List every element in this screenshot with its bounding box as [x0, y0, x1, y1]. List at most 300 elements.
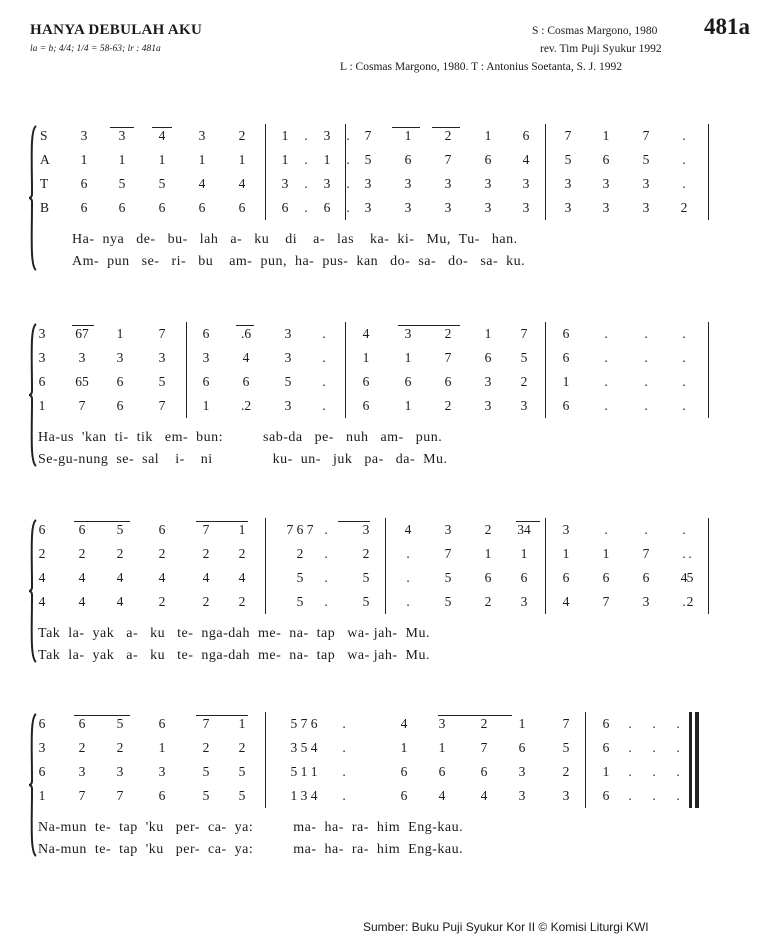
note: 2 — [484, 594, 492, 609]
note: 3 — [158, 350, 166, 365]
note: 6 — [158, 522, 166, 537]
note: 2 — [444, 128, 452, 143]
note: 7 — [564, 128, 572, 143]
note: 4 — [238, 570, 246, 585]
voice-label: B — [40, 200, 50, 215]
beam-line — [398, 325, 460, 326]
note: 3 — [38, 350, 46, 365]
note: . — [406, 570, 410, 585]
note: 5 — [444, 570, 452, 585]
beam-line — [152, 127, 172, 128]
note: 4 — [158, 570, 166, 585]
note: 2 — [444, 398, 452, 413]
note: 3 — [438, 716, 446, 731]
note: 5 — [238, 788, 246, 803]
system-brace — [28, 124, 38, 274]
note: 6 — [78, 716, 86, 731]
note: 6 — [38, 374, 46, 389]
bar-line — [265, 518, 266, 614]
note: . — [682, 350, 686, 365]
note: 3 — [284, 398, 292, 413]
note: 4 — [680, 570, 688, 585]
note: 7 — [364, 128, 372, 143]
note: 4 — [198, 176, 206, 191]
note: 6 — [602, 570, 610, 585]
note: 3 — [520, 398, 528, 413]
note: 1 — [404, 398, 412, 413]
note: 4 — [480, 788, 488, 803]
note: 3 — [602, 200, 610, 215]
note: 3 — [522, 176, 530, 191]
note: 1 — [484, 128, 492, 143]
note: 67 — [75, 326, 89, 341]
note: . — [322, 374, 326, 389]
note: 3 — [78, 350, 86, 365]
system-brace — [28, 322, 38, 470]
note: . — [676, 764, 680, 779]
beam-line — [392, 127, 420, 128]
note: . — [346, 176, 350, 191]
note: 4 — [404, 522, 412, 537]
beam-line — [236, 325, 254, 326]
note: 3 — [518, 764, 526, 779]
note: 6 — [158, 788, 166, 803]
note: 6 — [562, 570, 570, 585]
note: . — [682, 374, 686, 389]
note: 6 — [116, 374, 124, 389]
note: 34 — [517, 522, 531, 537]
note: 3 — [364, 176, 372, 191]
note: 1 — [484, 546, 492, 561]
note: . — [682, 546, 686, 561]
note: 2 — [202, 740, 210, 755]
note: 1 — [202, 398, 210, 413]
note: 6 — [562, 326, 570, 341]
lyric-line-2: Am- pun se- ri- bu am- pun, ha- pus- kan do- sa- do- sa- ku. — [72, 254, 526, 269]
note: . — [346, 128, 350, 143]
note: 1 — [400, 740, 408, 755]
note: . — [304, 152, 308, 167]
note: 6 — [484, 570, 492, 585]
lyric-line-1: Ha-us 'kan ti- tik em- bun: sab-da pe- nuh am- pun. — [38, 430, 443, 445]
note: . — [604, 350, 608, 365]
bar-line — [545, 124, 546, 220]
note: 1 — [520, 546, 528, 561]
note: 2 — [444, 326, 452, 341]
note: 3 — [202, 350, 210, 365]
note: 6 — [202, 326, 210, 341]
note: .2 — [240, 398, 252, 413]
note: . — [628, 740, 632, 755]
note: 2 — [116, 546, 124, 561]
note: . — [682, 594, 686, 609]
note: 5 — [202, 764, 210, 779]
note: 2 — [78, 546, 86, 561]
hymn-number: 481a — [704, 14, 750, 39]
note: 3 — [80, 128, 88, 143]
note: . — [324, 522, 328, 537]
note: 3 — [158, 764, 166, 779]
note: 5 — [520, 350, 528, 365]
note: 6 — [438, 764, 446, 779]
note: . — [304, 176, 308, 191]
note: . — [644, 374, 648, 389]
note: 7 — [116, 788, 124, 803]
note: 6 — [78, 522, 86, 537]
note: 1 — [118, 152, 126, 167]
final-bar-line — [692, 712, 699, 808]
note: . — [682, 176, 686, 191]
note: 7 — [642, 546, 650, 561]
note: 4 — [242, 350, 250, 365]
note: 6 — [158, 200, 166, 215]
note: 4 — [202, 570, 210, 585]
note: 3 — [284, 326, 292, 341]
note: 5 — [158, 176, 166, 191]
note: . — [628, 764, 632, 779]
hymn-title: HANYA DEBULAH AKU — [30, 22, 203, 38]
note: 3 — [562, 522, 570, 537]
end-bar-line — [708, 518, 709, 614]
note: 4 — [400, 716, 408, 731]
note: 3 — [562, 788, 570, 803]
note: . — [688, 546, 692, 561]
beam-line — [432, 127, 460, 128]
note: 1 — [323, 152, 331, 167]
note: 1 — [518, 716, 526, 731]
lyric-line-2: Na-mun te- tap 'ku per- ca- ya: ma- ha- ra- him Eng-kau. — [38, 842, 464, 857]
note: 6 — [518, 740, 526, 755]
bar-line — [186, 322, 187, 418]
note: 3 — [118, 128, 126, 143]
note: 1 — [362, 350, 370, 365]
note: 3 — [281, 176, 289, 191]
note: 7 — [444, 546, 452, 561]
note: 4 — [562, 594, 570, 609]
bar-line — [545, 322, 546, 418]
voice-label: T — [40, 176, 49, 191]
note: 1 — [438, 740, 446, 755]
note: 1 — [238, 522, 246, 537]
bar-line — [265, 124, 266, 220]
note: 3 — [602, 176, 610, 191]
note: 3 — [323, 128, 331, 143]
bar-line — [545, 518, 546, 614]
note: 3 5 4 — [290, 740, 318, 755]
note: 3 — [444, 522, 452, 537]
note: 6 — [400, 788, 408, 803]
note: 7 — [158, 398, 166, 413]
note: 1 — [158, 740, 166, 755]
beam-line — [74, 521, 130, 522]
note: 5 — [362, 570, 370, 585]
note: . — [342, 740, 346, 755]
note: 5 — [564, 152, 572, 167]
note: 3 — [522, 200, 530, 215]
beam-line — [74, 715, 130, 716]
note: 2 — [520, 374, 528, 389]
note: 3 — [642, 176, 650, 191]
note: 5 — [364, 152, 372, 167]
note: 2 — [480, 716, 488, 731]
note: 1 — [484, 326, 492, 341]
note: 7 — [642, 128, 650, 143]
note: . — [604, 522, 608, 537]
note: 2 — [116, 740, 124, 755]
note: 1 — [281, 128, 289, 143]
note: . — [682, 152, 686, 167]
note: . — [604, 398, 608, 413]
lyric-line-2: Se-gu-nung se- sal i- ni ku- un- juk pa- da- Mu. — [38, 452, 448, 467]
note: . — [324, 594, 328, 609]
note: . — [406, 546, 410, 561]
note: . — [324, 546, 328, 561]
note: . — [342, 716, 346, 731]
note: 7 — [480, 740, 488, 755]
system-brace — [28, 518, 38, 666]
note: 6 — [404, 152, 412, 167]
note: 1 3 4 — [290, 788, 318, 803]
note: 5 — [116, 522, 124, 537]
note: 2 — [484, 522, 492, 537]
revision-credit: rev. Tim Puji Syukur 1992 — [540, 43, 662, 55]
note: 6 — [198, 200, 206, 215]
note: 2 — [238, 594, 246, 609]
note: 3 — [78, 764, 86, 779]
note: . — [652, 716, 656, 731]
note: . — [644, 326, 648, 341]
note: 7 — [444, 152, 452, 167]
note: 3 — [484, 200, 492, 215]
note: 2 — [680, 200, 688, 215]
note: . — [604, 326, 608, 341]
note: 6 — [362, 374, 370, 389]
note: 7 — [78, 788, 86, 803]
note: 3 — [642, 200, 650, 215]
note: 7 — [78, 398, 86, 413]
note: . — [628, 788, 632, 803]
note: 6 — [602, 788, 610, 803]
note: 5 — [444, 594, 452, 609]
note: 4 — [238, 176, 246, 191]
note: 4 — [438, 788, 446, 803]
note: 2 — [238, 546, 246, 561]
note: . — [676, 788, 680, 803]
note: 3 — [116, 350, 124, 365]
note: 5 — [238, 764, 246, 779]
note: 65 — [75, 374, 89, 389]
note: 6 — [400, 764, 408, 779]
note: 6 — [80, 176, 88, 191]
note: 5 — [116, 716, 124, 731]
note: 2 — [296, 546, 304, 561]
lyric-line-1: Ha- nya de- bu- lah a- ku di a- las ka- ki- Mu, Tu- han. — [72, 232, 518, 247]
note: 4 — [38, 594, 46, 609]
note: . — [676, 740, 680, 755]
note: .6 — [240, 326, 252, 341]
note: 5 — [562, 740, 570, 755]
note: 6 — [404, 374, 412, 389]
note: 5 — [642, 152, 650, 167]
note: 1 — [404, 350, 412, 365]
bar-line — [585, 712, 586, 808]
note: 3 — [518, 788, 526, 803]
note: 6 — [480, 764, 488, 779]
note: 6 — [323, 200, 331, 215]
note: 7 — [520, 326, 528, 341]
beam-line — [196, 521, 248, 522]
lyrics-credit: L : Cosmas Margono, 1980. T : Antonius Soetanta, S. J. 1992 — [340, 61, 622, 73]
note: 6 — [202, 374, 210, 389]
note: 6 — [642, 570, 650, 585]
note: . — [406, 594, 410, 609]
note: . — [676, 716, 680, 731]
note: 3 — [484, 374, 492, 389]
note: 6 — [522, 128, 530, 143]
note: 4 — [116, 570, 124, 585]
note: 3 — [444, 176, 452, 191]
lyric-line-2: Tak la- yak a- ku te- nga-dah me- na- tap wa- jah- Mu. — [38, 648, 430, 663]
note: 6 — [38, 764, 46, 779]
note: 3 — [198, 128, 206, 143]
note: 7 — [202, 716, 210, 731]
note: 3 — [520, 594, 528, 609]
note: 1 — [158, 152, 166, 167]
note: . — [322, 350, 326, 365]
lyric-line-1: Tak la- yak a- ku te- nga-dah me- na- tap wa- jah- Mu. — [38, 626, 430, 641]
beam-line — [196, 715, 248, 716]
note: 2 — [38, 546, 46, 561]
note: 6 — [242, 374, 250, 389]
note: 6 — [118, 200, 126, 215]
note: 3 — [404, 326, 412, 341]
beam-line — [516, 521, 540, 522]
note: . — [628, 716, 632, 731]
note: 5 — [296, 594, 304, 609]
note: . — [346, 200, 350, 215]
bar-line — [345, 322, 346, 418]
note: 5 — [118, 176, 126, 191]
voice-label: S — [40, 128, 48, 143]
note: 1 — [38, 398, 46, 413]
note: 6 — [116, 398, 124, 413]
note: 2 — [202, 594, 210, 609]
note: 5 — [158, 374, 166, 389]
note: 6 — [562, 350, 570, 365]
note: 6 — [281, 200, 289, 215]
note: 3 — [642, 594, 650, 609]
note: . — [322, 326, 326, 341]
lyric-line-1: Na-mun te- tap 'ku per- ca- ya: ma- ha- ra- him Eng-kau. — [38, 820, 464, 835]
note: 2 — [202, 546, 210, 561]
note: 2 — [238, 128, 246, 143]
note: 6 — [80, 200, 88, 215]
note: . — [604, 374, 608, 389]
note: 6 — [520, 570, 528, 585]
note: 1 — [602, 546, 610, 561]
note: 1 — [602, 128, 610, 143]
note: . — [682, 128, 686, 143]
note: 5 7 6 — [290, 716, 318, 731]
bar-line — [385, 518, 386, 614]
note: . — [682, 398, 686, 413]
note: 1 — [562, 546, 570, 561]
note: 6 — [602, 152, 610, 167]
note: . — [652, 764, 656, 779]
note: 1 — [116, 326, 124, 341]
note: 3 — [284, 350, 292, 365]
note: 2 — [158, 546, 166, 561]
note: 6 — [38, 716, 46, 731]
note: . — [652, 788, 656, 803]
note: 4 — [362, 326, 370, 341]
note: 1 — [38, 788, 46, 803]
beam-line — [110, 127, 134, 128]
note: 1 — [198, 152, 206, 167]
note: . — [322, 398, 326, 413]
note: 7 — [158, 326, 166, 341]
note: 6 — [562, 398, 570, 413]
beam-line — [72, 325, 94, 326]
note: . — [324, 570, 328, 585]
note: 7 — [444, 350, 452, 365]
note: 3 — [484, 398, 492, 413]
end-bar-line — [708, 322, 709, 418]
note: 7 — [602, 594, 610, 609]
note: 1 — [281, 152, 289, 167]
note: 2 — [686, 594, 694, 609]
source-footer: Sumber: Buku Puji Syukur Kor II © Komisi Liturgi KWI — [363, 920, 649, 934]
beam-line — [338, 521, 370, 522]
note: 1 — [238, 716, 246, 731]
note: 1 — [80, 152, 88, 167]
note: . — [346, 152, 350, 167]
note: 6 — [362, 398, 370, 413]
note: 5 1 1 — [290, 764, 318, 779]
tempo-key-info: la = b; 4/4; 1/4 = 58-63; lr : 481a — [30, 44, 161, 54]
note: 4 — [522, 152, 530, 167]
note: 2 — [562, 764, 570, 779]
note: 2 — [238, 740, 246, 755]
note: . — [644, 522, 648, 537]
note: 3 — [362, 522, 370, 537]
note: . — [644, 350, 648, 365]
note: 5 — [296, 570, 304, 585]
beam-line — [438, 715, 512, 716]
note: 6 — [38, 522, 46, 537]
note: 7 — [202, 522, 210, 537]
note: . — [304, 200, 308, 215]
note: 2 — [78, 740, 86, 755]
note: 3 — [444, 200, 452, 215]
note: . — [304, 128, 308, 143]
note: 3 — [404, 176, 412, 191]
note: 3 — [116, 764, 124, 779]
note: 3 — [323, 176, 331, 191]
note: 5 — [686, 570, 694, 585]
note: 3 — [38, 326, 46, 341]
note: 4 — [38, 570, 46, 585]
note: . — [342, 788, 346, 803]
voice-label: A — [40, 152, 50, 167]
note: 6 — [484, 350, 492, 365]
note: . — [342, 764, 346, 779]
note: 3 — [564, 176, 572, 191]
note: 4 — [78, 570, 86, 585]
note: 6 — [158, 716, 166, 731]
note: 3 — [364, 200, 372, 215]
note: 1 — [562, 374, 570, 389]
